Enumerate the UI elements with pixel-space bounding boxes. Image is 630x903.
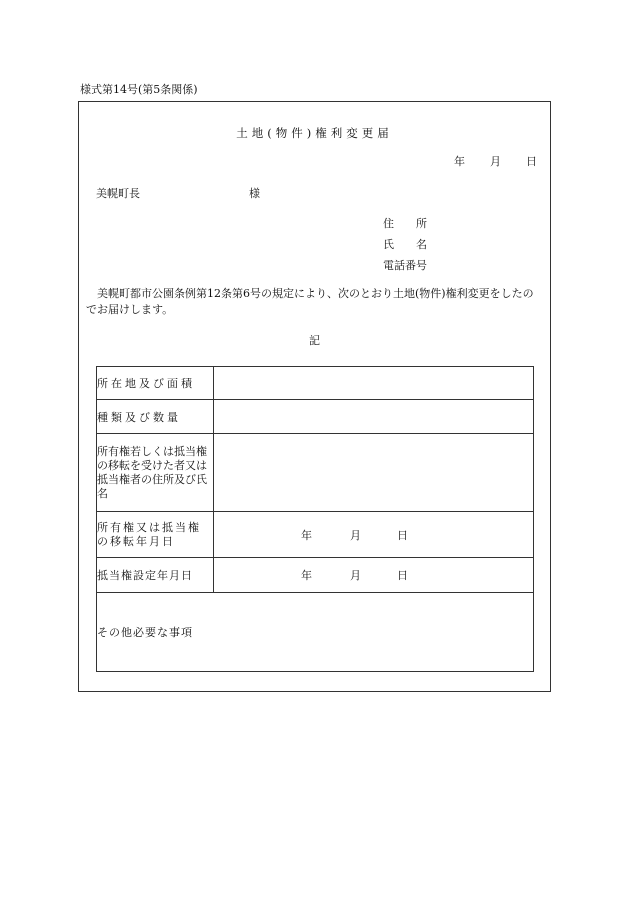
transfer-date-day: 日 <box>397 528 408 542</box>
table-row <box>97 400 534 434</box>
other-matters-label: その他必要な事項 <box>97 593 534 672</box>
header-date-day: 日 <box>526 155 537 168</box>
transferee-label: 所有権若しくは抵当権の移転を受けた者又は抵当権者の住所及び氏名 <box>97 434 214 512</box>
location-area-value <box>214 367 534 400</box>
applicant-phone-label: 電話番号 <box>383 259 427 272</box>
location-area-label: 所在地及び面積 <box>97 367 214 400</box>
type-quantity-label: 種類及び数量 <box>97 400 214 434</box>
type-quantity-value <box>214 400 534 434</box>
header-date-year: 年 <box>454 155 465 168</box>
transferee-value <box>214 434 534 512</box>
form-frame <box>78 101 551 692</box>
mortgage-date-day: 日 <box>397 569 408 582</box>
transfer-date-year: 年 <box>301 528 312 542</box>
form-title: 土地(物件)権利変更届 <box>236 126 393 140</box>
addressee-suffix: 様 <box>249 187 260 200</box>
form-number-label: 様式第14号(第5条関係) <box>80 83 198 96</box>
applicant-address-label: 住 所 <box>383 217 427 230</box>
transfer-date-value <box>214 512 534 558</box>
table-row <box>97 512 534 558</box>
mortgage-date-value <box>214 558 534 593</box>
table-row <box>97 367 534 400</box>
header-date-month: 月 <box>490 155 501 168</box>
mortgage-date-month: 月 <box>350 569 361 582</box>
table-row <box>97 558 534 593</box>
applicant-name-label: 氏 名 <box>383 238 427 251</box>
mortgage-date-label: 抵当権設定年月日 <box>97 558 214 593</box>
detail-table <box>96 366 534 672</box>
notice-body-text: 美幌町都市公園条例第12条第6号の規定により、次のとおり土地(物件)権利変更をしたのでお届けします。 <box>86 287 534 316</box>
ki-heading: 記 <box>309 334 320 347</box>
table-row <box>97 434 534 512</box>
transfer-date-month: 月 <box>350 528 361 542</box>
addressee: 美幌町長 <box>96 187 140 200</box>
table-row <box>97 593 534 672</box>
mortgage-date-year: 年 <box>301 569 312 582</box>
transfer-date-label: 所有権又は抵当権の移転年月日 <box>97 512 214 558</box>
